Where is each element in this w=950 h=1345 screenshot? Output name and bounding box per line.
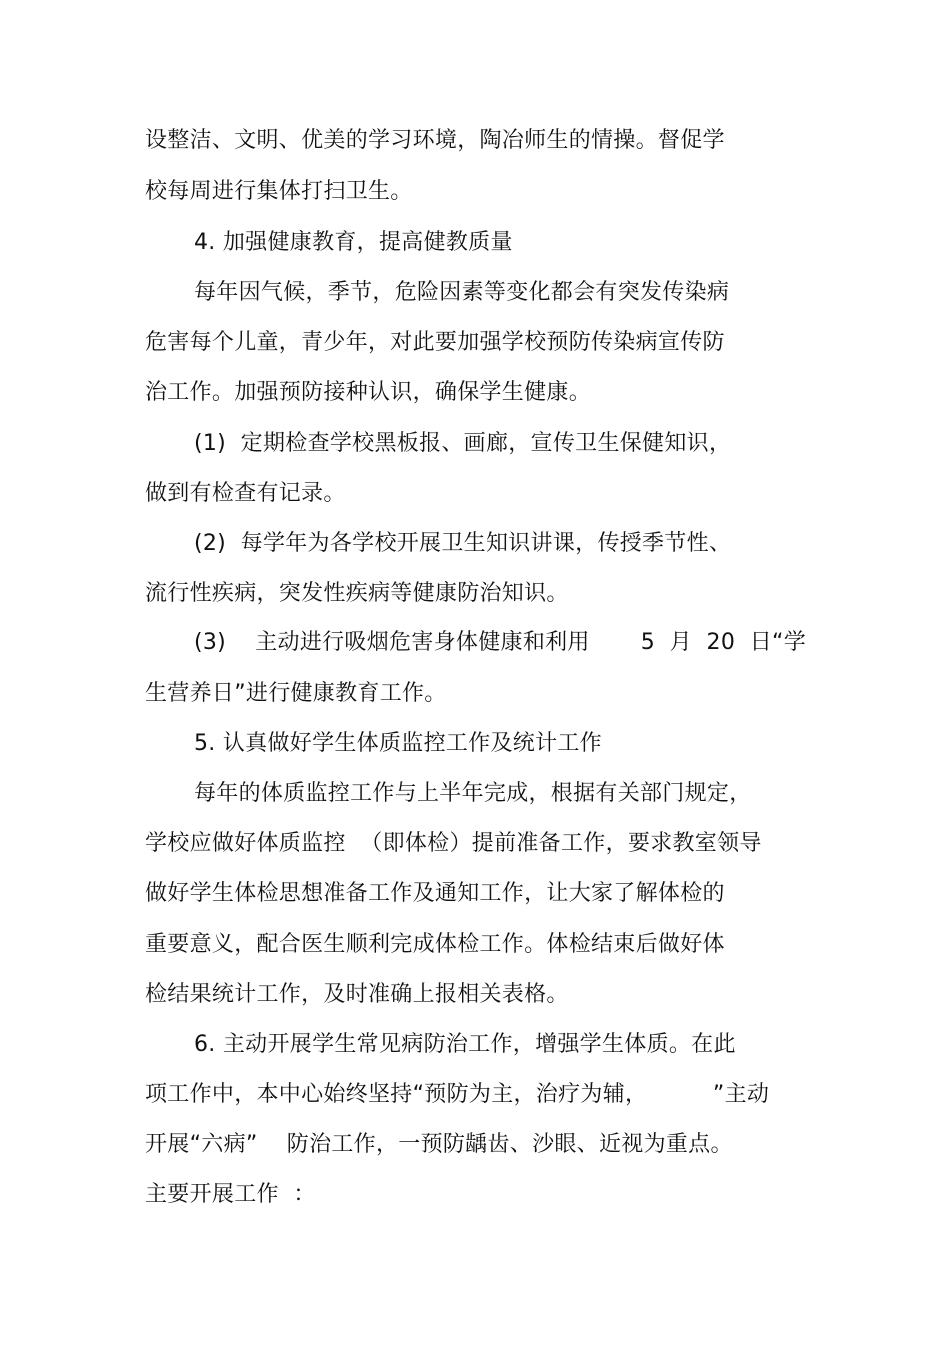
text-line: 危害每个儿童，青少年，对此要加强学校预防传染病宣传防 (145, 330, 725, 355)
text-line: 检结果统计工作，及时准确上报相关表格。 (145, 982, 569, 1007)
text-line: 主要开展工作 ： (145, 1182, 316, 1207)
list-item: (3) 主动进行吸烟危害身体健康和利用 5 月 20 日“学 (194, 630, 807, 655)
text-line: 每年的体质监控工作与上半年完成，根据有关部门规定， (194, 781, 752, 806)
text-line: 做到有检查有记录。 (145, 481, 346, 506)
text-line: 流行性疾病，突发性疾病等健康防治知识。 (145, 581, 569, 606)
text-line: 生营养日”进行健康教育工作。 (145, 681, 447, 706)
list-item: (2) 每学年为各学校开展卫生知识讲课，传授季节性、 (194, 531, 732, 556)
section-heading: 5. 认真做好学生体质监控工作及统计工作 (194, 731, 602, 756)
text-line: 设整洁、文明、优美的学习环境，陶冶师生的情操。督促学 (145, 128, 725, 153)
text-line: 项工作中，本中心始终坚持“预防为主，治疗为辅， ”主动 (145, 1082, 770, 1107)
list-item: (1) 定期检查学校黑板报、画廊，宣传卫生保健知识， (194, 431, 732, 456)
section-heading: 4. 加强健康教育，提高健教质量 (194, 230, 513, 255)
text-line: 治工作。加强预防接种认识，确保学生健康。 (145, 380, 592, 405)
text-line: 重要意义，配合医生顺利完成体检工作。体检结束后做好体 (145, 932, 725, 957)
text-line: 开展“六病” 防治工作，一预防龋齿、沙眼、近视为重点。 (145, 1132, 733, 1157)
section-heading: 6. 主动开展学生常见病防治工作，增强学生体质。在此 (194, 1032, 736, 1057)
text-line: 做好学生体检思想准备工作及通知工作，让大家了解体检的 (145, 881, 725, 906)
text-line: 每年因气候，季节，危险因素等变化都会有突发传染病 (194, 280, 730, 305)
text-line: 学校应做好体质监控 （即体检）提前准备工作，要求教室领导 (145, 831, 762, 856)
text-line: 校每周进行集体打扫卫生。 (145, 179, 413, 204)
